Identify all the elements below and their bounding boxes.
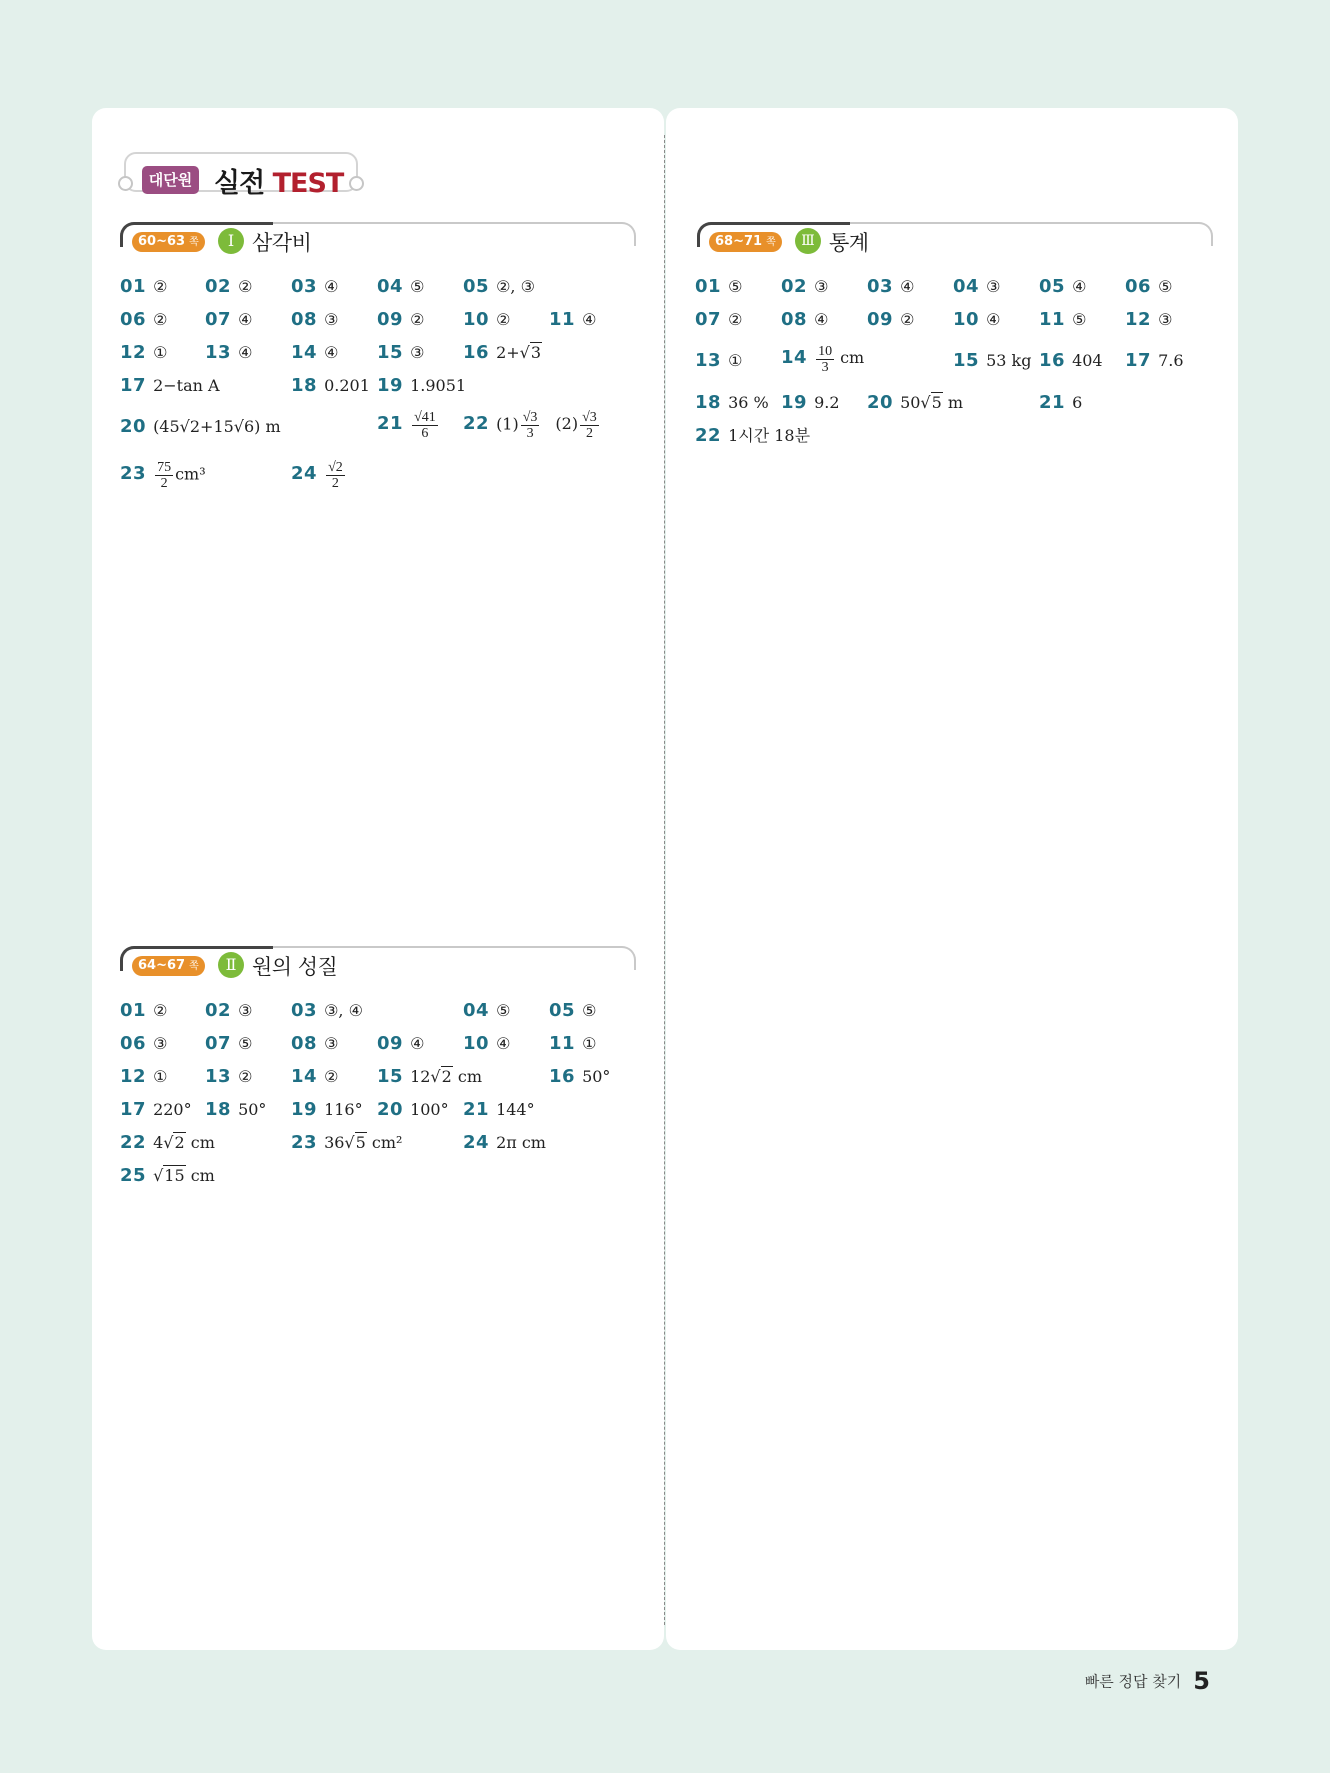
answer-number: 20: [867, 392, 894, 413]
section-3-pages: [709, 232, 782, 252]
sqrt-expression: √2: [163, 1133, 185, 1152]
answer-item: [1039, 393, 1082, 413]
section-3-name: 통계: [829, 231, 869, 255]
answer-value: ④: [986, 310, 1001, 329]
answer-value: ⑤: [1072, 310, 1087, 329]
section-3-page-suffix: 쪽: [766, 237, 776, 248]
answer-value: 6: [1072, 393, 1083, 412]
answer-value-prefix: 2+: [496, 343, 520, 362]
answer-value: 116°: [324, 1100, 363, 1119]
answer-value: 50°: [238, 1100, 267, 1119]
answer-value: ③: [986, 277, 1001, 296]
section-3-header: [697, 222, 1213, 262]
answer-item: [291, 1067, 338, 1087]
section-2-name: 원의 성질: [252, 955, 338, 979]
answer-number: 23: [120, 463, 147, 485]
answer-number: 03: [291, 276, 318, 297]
answer-number: 22: [463, 413, 490, 435]
answer-value: 53 kg: [986, 351, 1032, 370]
answer-number: 19: [377, 375, 404, 396]
answer-number: 23: [291, 1132, 318, 1153]
footer-label: 빠른 정답 찾기: [1084, 1672, 1182, 1691]
answer-value: ⑤: [410, 277, 425, 296]
answer-value: ⑤: [238, 1034, 253, 1053]
answer-unit: cm³: [175, 464, 206, 484]
answer-number: 14: [291, 1066, 318, 1087]
answer-value: ④: [410, 1034, 425, 1053]
answer-value: (45√2+15√6) m: [153, 417, 281, 436]
sqrt-expression: √5: [344, 1133, 366, 1152]
sqrt-expression: √2: [430, 1067, 452, 1086]
page-footer: [1085, 1667, 1210, 1695]
answer-item: [291, 310, 338, 330]
sqrt-expression: √3: [519, 343, 542, 362]
answer-number: 25: [120, 1165, 147, 1186]
answer-number: 09: [867, 309, 894, 330]
answer-number: 21: [1039, 392, 1066, 413]
answer-number: 01: [120, 276, 147, 297]
answer-number: 17: [120, 1099, 147, 1120]
answer-item: [867, 310, 914, 330]
answer-value: ①: [582, 1034, 597, 1053]
answer-item: [463, 310, 510, 330]
section-2-roman: Ⅱ: [218, 952, 244, 978]
section-1-page-range: 60~63: [138, 234, 186, 249]
answer-number: 08: [291, 1033, 318, 1054]
answer-value: ②: [410, 310, 425, 329]
answer-item: [463, 1034, 510, 1054]
answer-item: [1125, 310, 1172, 330]
answer-item: [291, 343, 338, 363]
answer-value: ①: [728, 351, 743, 370]
answer-number: 12: [1125, 309, 1152, 330]
answer-number: 08: [781, 309, 808, 330]
page-number: 5: [1193, 1667, 1210, 1695]
fraction: [412, 410, 438, 441]
answer-unit: cm: [452, 1067, 483, 1086]
answer-value: 2π cm: [496, 1133, 546, 1152]
answer-number: 16: [463, 342, 490, 363]
left-page-card: [92, 108, 664, 1650]
title-label-ko: 실전: [214, 168, 265, 199]
section-1-pages: [132, 232, 205, 252]
answer-number: 15: [953, 350, 980, 371]
answer-number: 07: [695, 309, 722, 330]
answer-item: [291, 1100, 363, 1120]
answer-number: 02: [205, 276, 232, 297]
answer-item: [205, 277, 252, 297]
answer-item: [377, 343, 424, 363]
answer-number: 21: [377, 413, 404, 435]
answer-item: [120, 460, 206, 491]
answer-item: [120, 310, 167, 330]
answer-item: [549, 1067, 610, 1087]
answer-item: [463, 277, 535, 297]
section-2-page-suffix: 쪽: [189, 961, 199, 972]
answer-number: 20: [120, 416, 147, 437]
answer-value: 2−tan A: [153, 376, 220, 395]
answer-value-prefix: 12: [410, 1067, 431, 1086]
answer-item: [120, 417, 281, 437]
answer-item: [205, 1034, 252, 1054]
answer-number: 21: [463, 1099, 490, 1120]
answer-item: [1039, 310, 1086, 330]
answer-value: ③: [324, 310, 339, 329]
answer-item: [463, 1133, 546, 1153]
answer-value: ⑤: [728, 277, 743, 296]
answer-item: [781, 344, 864, 375]
answer-item: [120, 1034, 167, 1054]
section-1-header: [120, 222, 636, 262]
answer-item: [291, 277, 338, 297]
sqrt-radicand: 15: [164, 1166, 185, 1185]
sqrt-expression: √15: [153, 1166, 185, 1185]
section-1-name: 삼각비: [252, 231, 312, 255]
answer-number: 06: [120, 309, 147, 330]
answer-value: ③: [410, 343, 425, 362]
answer-number: 11: [1039, 309, 1066, 330]
section-2-page-range: 64~67: [138, 958, 186, 973]
answer-item: [291, 376, 370, 396]
answer-value: ④: [238, 310, 253, 329]
answer-value: ②: [900, 310, 915, 329]
answer-number: 13: [205, 1066, 232, 1087]
answer-number: 14: [291, 342, 318, 363]
answer-item: [377, 376, 466, 396]
answer-value: 100°: [410, 1100, 449, 1119]
section-2-header: [120, 946, 636, 986]
answer-number: 16: [1039, 350, 1066, 371]
answer-item: [205, 1100, 266, 1120]
answer-value: 1시간 18분: [728, 426, 811, 445]
answer-value: ②: [238, 1067, 253, 1086]
title-bead-right: [349, 176, 364, 191]
answer-number: 01: [695, 276, 722, 297]
sqrt-radicand: 5: [931, 393, 942, 412]
fraction-numerator: √2: [328, 460, 343, 475]
answer-number: 24: [291, 463, 318, 485]
answer-number: 17: [1125, 350, 1152, 371]
answer-value: ③: [1158, 310, 1173, 329]
answer-item: [120, 376, 220, 396]
answer-value: ②: [153, 1001, 168, 1020]
fraction-numerator: √41: [414, 410, 436, 425]
answer-value: 220°: [153, 1100, 192, 1119]
answer-value: ④: [238, 343, 253, 362]
answer-item: [695, 310, 742, 330]
answer-number: 05: [1039, 276, 1066, 297]
answer-number: 12: [120, 342, 147, 363]
sqrt-radicand: 5: [355, 1133, 366, 1152]
answer-item: [291, 1001, 363, 1021]
fraction-denominator: 3: [526, 426, 534, 441]
answer-value: ⑤: [582, 1001, 597, 1020]
answer-number: 17: [120, 375, 147, 396]
answer-number: 15: [377, 1066, 404, 1087]
answer-number: 06: [1125, 276, 1152, 297]
answer-item: [867, 277, 914, 297]
answer-item: [549, 1001, 596, 1021]
answer-item: [463, 343, 542, 363]
answer-value: ②: [153, 310, 168, 329]
answer-item: [377, 277, 424, 297]
answer-unit: cm: [185, 1133, 215, 1152]
answer-item: [377, 1034, 424, 1054]
answer-value: ④: [496, 1034, 511, 1053]
answer-value: ⑤: [1158, 277, 1173, 296]
answer-number: 03: [291, 1000, 318, 1021]
fraction-numerator: √3: [582, 410, 597, 425]
answer-value: ②: [728, 310, 743, 329]
page-divider: [664, 135, 665, 1625]
answer-value-prefix: 36: [324, 1133, 345, 1152]
answer-item: [205, 310, 252, 330]
answer-unit: m: [942, 393, 964, 412]
answer-value: 36 %: [728, 393, 769, 412]
answer-number: 18: [695, 392, 722, 413]
fraction-denominator: 6: [421, 426, 429, 441]
answer-value: 404: [1072, 351, 1103, 370]
answer-item: [120, 277, 167, 297]
answer-number: 22: [120, 1132, 147, 1153]
answer-number: 09: [377, 309, 404, 330]
answer-value-prefix: 50: [900, 393, 921, 412]
answer-item: [377, 410, 440, 441]
answer-number: 08: [291, 309, 318, 330]
answer-number: 19: [781, 392, 808, 413]
answer-item: [867, 393, 963, 413]
answer-item: [953, 277, 1000, 297]
sqrt-expression: √5: [920, 393, 942, 412]
section-2-pages: [132, 956, 205, 976]
answer-unit: cm: [840, 348, 865, 368]
answer-value: 9.2: [814, 393, 840, 412]
answer-number: 10: [463, 1033, 490, 1054]
answer-number: 04: [377, 276, 404, 297]
answer-item: [781, 277, 828, 297]
fraction-denominator: 2: [331, 476, 339, 491]
fraction: [816, 344, 834, 375]
answer-number: 05: [463, 276, 490, 297]
answer-value: ②: [324, 1067, 339, 1086]
title-bead-left: [118, 176, 133, 191]
fraction-denominator: 2: [585, 426, 593, 441]
answer-part-label: (1): [496, 414, 519, 434]
answer-number: 02: [781, 276, 808, 297]
answer-number: 13: [695, 350, 722, 371]
answer-item: [695, 426, 810, 446]
answer-value: ③: [814, 277, 829, 296]
answer-item: [120, 343, 167, 363]
fraction-numerator: 10: [818, 344, 833, 359]
fraction-numerator: 75: [157, 460, 172, 475]
sqrt-radicand: 2: [441, 1067, 452, 1086]
answer-number: 22: [695, 425, 722, 446]
fraction-denominator: 2: [160, 476, 168, 491]
answer-number: 07: [205, 309, 232, 330]
title-badge: 대단원: [142, 166, 199, 194]
answer-item: [1039, 277, 1086, 297]
fraction-denominator: 3: [821, 360, 829, 375]
answer-item: [291, 460, 347, 491]
sqrt-radicand: 3: [530, 343, 542, 362]
answer-item: [205, 1067, 252, 1087]
answer-item: [1125, 351, 1184, 371]
answer-value: 1.9051: [410, 376, 467, 395]
fraction: [155, 460, 173, 491]
answer-item: [781, 310, 828, 330]
answer-item: [1039, 351, 1103, 371]
answer-item: [695, 393, 769, 413]
answer-value: ④: [582, 310, 597, 329]
answer-item: [120, 1166, 215, 1186]
fraction-numerator: √3: [522, 410, 538, 425]
section-1-page-suffix: 쪽: [189, 237, 199, 248]
answer-item: [1125, 277, 1172, 297]
fraction: [326, 460, 345, 491]
answer-value: ④: [900, 277, 915, 296]
answer-value: ⑤: [496, 1001, 511, 1020]
answer-value: ①: [153, 1067, 168, 1086]
answer-item: [377, 1067, 482, 1087]
answer-item: [291, 1034, 338, 1054]
answer-number: 10: [463, 309, 490, 330]
answer-item: [377, 310, 424, 330]
answer-value: ②: [153, 277, 168, 296]
answer-number: 05: [549, 1000, 576, 1021]
answer-value: ③, ④: [324, 1001, 363, 1020]
answer-value: 50°: [582, 1067, 611, 1086]
answer-item: [120, 1001, 167, 1021]
answer-item: [377, 1100, 449, 1120]
answer-value: 0.201: [324, 376, 370, 395]
answer-number: 18: [205, 1099, 232, 1120]
answer-item: [953, 351, 1031, 371]
main-title: [118, 152, 364, 199]
answer-value: ④: [324, 277, 339, 296]
answer-number: 03: [867, 276, 894, 297]
answer-number: 11: [549, 309, 576, 330]
answer-number: 20: [377, 1099, 404, 1120]
answer-value-prefix: 4: [153, 1133, 164, 1152]
answer-item: [463, 1001, 510, 1021]
answer-item: [291, 1133, 402, 1153]
answer-number: 10: [953, 309, 980, 330]
answer-item: [549, 1034, 596, 1054]
answer-value: ③: [324, 1034, 339, 1053]
answer-number: 04: [953, 276, 980, 297]
section-3-roman: Ⅲ: [795, 228, 821, 254]
answer-value: ④: [1072, 277, 1087, 296]
section-3-page-range: 68~71: [715, 234, 763, 249]
section-1-roman: Ⅰ: [218, 228, 244, 254]
answer-number: 13: [205, 342, 232, 363]
answer-item: [695, 277, 742, 297]
fraction: [580, 410, 599, 441]
answer-value: ③: [153, 1034, 168, 1053]
answer-value: ①: [153, 343, 168, 362]
answer-number: 24: [463, 1132, 490, 1153]
answer-value: ④: [814, 310, 829, 329]
answer-number: 12: [120, 1066, 147, 1087]
answer-value: ②, ③: [496, 277, 535, 296]
answer-number: 06: [120, 1033, 147, 1054]
answer-number: 19: [291, 1099, 318, 1120]
answer-number: 02: [205, 1000, 232, 1021]
answer-number: 09: [377, 1033, 404, 1054]
answer-item: [120, 1100, 192, 1120]
answer-number: 18: [291, 375, 318, 396]
answer-number: 01: [120, 1000, 147, 1021]
answer-value: ②: [496, 310, 511, 329]
answer-value: ④: [324, 343, 339, 362]
answer-item: [463, 1100, 535, 1120]
answer-value: ③: [238, 1001, 253, 1020]
answer-item: [953, 310, 1000, 330]
answer-number: 04: [463, 1000, 490, 1021]
title-label-en: TEST: [272, 168, 344, 199]
answer-item: [463, 410, 601, 441]
answer-number: 15: [377, 342, 404, 363]
answer-item: [205, 343, 252, 363]
answer-number: 14: [781, 347, 808, 369]
sqrt-radicand: 2: [174, 1133, 185, 1152]
answer-unit: cm: [185, 1166, 215, 1185]
answer-item: [120, 1067, 167, 1087]
answer-value: ②: [238, 277, 253, 296]
answer-value: 144°: [496, 1100, 535, 1119]
answer-number: 16: [549, 1066, 576, 1087]
answer-item: [549, 310, 596, 330]
answer-item: [205, 1001, 252, 1021]
answer-value: 7.6: [1158, 351, 1184, 370]
fraction: [521, 410, 540, 441]
answer-unit: cm²: [366, 1133, 403, 1152]
answer-item: [781, 393, 840, 413]
answer-item: [695, 351, 742, 371]
answer-number: 11: [549, 1033, 576, 1054]
title-text: [214, 161, 343, 200]
answer-part-label: (2): [555, 414, 579, 434]
answer-number: 07: [205, 1033, 232, 1054]
right-page-card: [666, 108, 1238, 1650]
answer-item: [120, 1133, 215, 1153]
